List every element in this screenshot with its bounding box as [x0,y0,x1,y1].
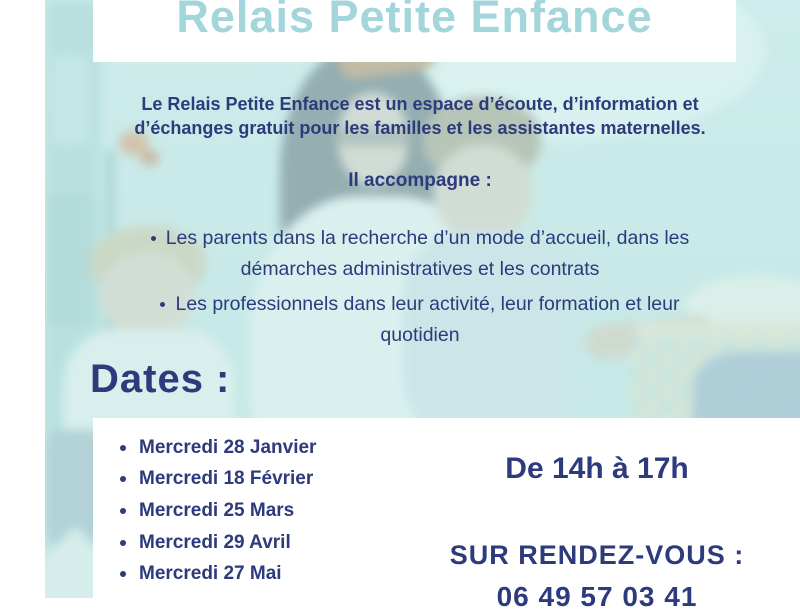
phone-number: 06 49 57 03 41 [496,581,698,612]
page-title: Relais Petite Enfance [176,0,653,42]
bullet-dot [120,476,126,482]
intro-paragraph [60,92,780,140]
bullet-dot [120,445,126,451]
accompany-item-line [40,289,800,320]
bullet-dot [151,236,156,241]
accompany-heading: Il accompagne : [348,170,492,191]
date-item [120,558,316,590]
date-item [120,527,316,559]
date-item [120,432,316,464]
bullet-dot [120,540,126,546]
accompany-item-line: démarches administratives et les contrats [240,258,600,280]
bullet-dot [160,302,165,307]
date-label: Mercredi 29 Avril [139,531,291,553]
date-item [120,464,316,496]
date-label: Mercredi 28 Janvier [139,436,317,458]
bullet-dot [120,508,126,514]
date-label: Mercredi 27 Mai [139,563,282,585]
accompany-list [40,223,800,355]
appointment-label: SUR RENDEZ-VOUS : [449,540,745,570]
dates-list [120,432,316,590]
opening-hours: De 14h à 17h [505,452,689,485]
dates-heading: Dates : [90,357,231,401]
accompany-item-text: Les professionnels dans leur activité, leur formation et leur [175,293,680,315]
intro-line: d’échanges gratuit pour les familles et les assistantes maternelles. [134,118,706,138]
accompany-item-text: Les parents dans la recherche d’un mode d’accueil, dans les [165,227,690,249]
accompany-item [40,289,800,351]
date-label: Mercredi 18 Février [139,468,314,490]
date-item [120,495,316,527]
date-label: Mercredi 25 Mars [139,499,295,521]
intro-line: Le Relais Petite Enfance est un espace d’écoute, d’information et [141,94,699,114]
bullet-dot [120,571,126,577]
accompany-item-line: quotidien [380,324,460,346]
accompany-item [40,223,800,285]
accompany-item-line [40,223,800,254]
